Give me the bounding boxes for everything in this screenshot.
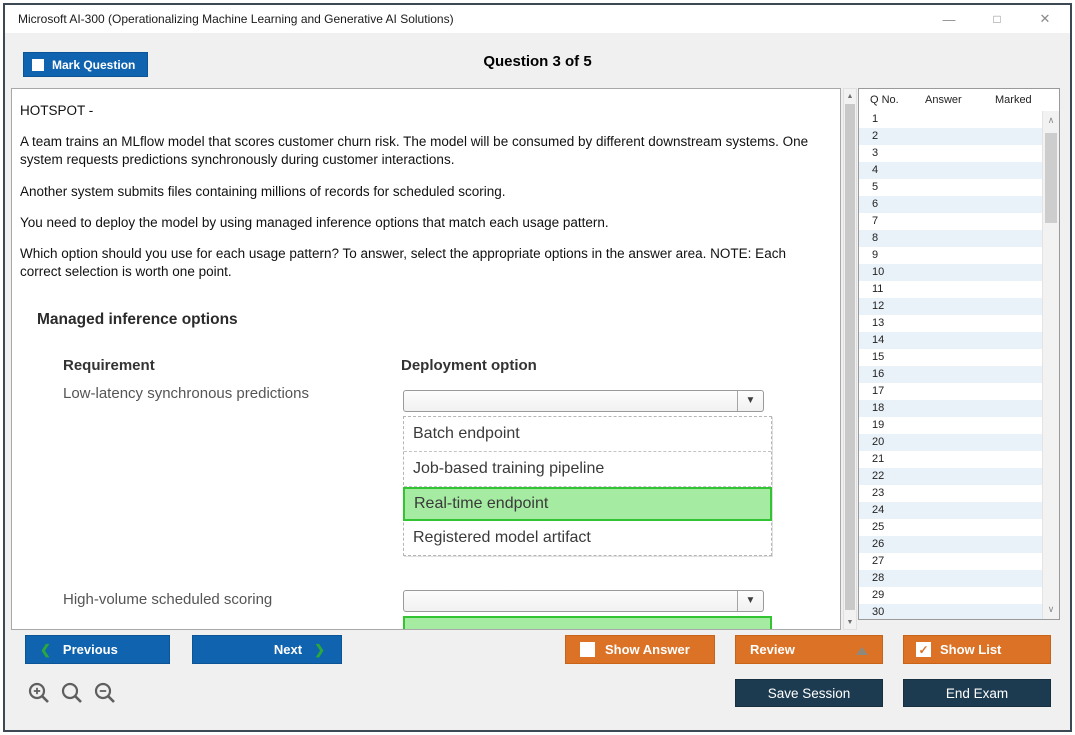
question-number: 17 [872, 385, 885, 397]
question-counter: Question 3 of 5 [483, 53, 592, 70]
question-list-row[interactable] [859, 179, 1042, 196]
question-number: 1 [872, 113, 879, 125]
question-number: 16 [872, 368, 885, 380]
requirement-label-low-latency: Low-latency synchronous predictions [63, 385, 309, 402]
window-title: Microsoft AI-300 (Operationalizing Machine Learning and Generative AI Solutions) [18, 12, 454, 26]
save-session-label: Save Session [767, 685, 851, 701]
mark-question-button[interactable] [23, 52, 148, 77]
previous-label: Previous [62, 642, 118, 657]
next-button[interactable] [192, 635, 342, 664]
question-number: 27 [872, 555, 885, 567]
question-list-row[interactable] [859, 587, 1042, 604]
list-column-marked: Marked [995, 94, 1032, 106]
question-number: 18 [872, 402, 885, 414]
title-bar [5, 5, 1070, 34]
question-number: 22 [872, 470, 885, 482]
question-paragraph: A team trains an MLflow model that scores customer churn risk. The model will be consumed by different downstream systems. One system requests predictions synchronously during customer interactions. [20, 134, 809, 168]
question-header [5, 33, 1070, 88]
question-list-row[interactable] [859, 536, 1042, 553]
question-list-row[interactable] [859, 264, 1042, 281]
question-list-row[interactable] [859, 383, 1042, 400]
question-number: 29 [872, 589, 885, 601]
question-number: 19 [872, 419, 885, 431]
save-session-button[interactable] [735, 679, 883, 707]
end-exam-button[interactable] [903, 679, 1051, 707]
question-list-row[interactable] [859, 366, 1042, 383]
show-answer-label: Show Answer [605, 642, 690, 657]
window-controls [938, 5, 1056, 33]
zoom-out-icon[interactable] [93, 681, 118, 706]
question-list-row[interactable] [859, 502, 1042, 519]
question-list-row[interactable] [859, 213, 1042, 230]
question-list-row[interactable] [859, 332, 1042, 349]
question-number: 14 [872, 334, 885, 346]
question-list-row[interactable] [859, 128, 1042, 145]
dropdown-list [403, 416, 772, 556]
column-header-requirement: Requirement [63, 357, 155, 374]
deployment-dropdown-2[interactable] [403, 590, 764, 612]
question-list-row[interactable] [859, 196, 1042, 213]
review-label: Review [750, 642, 795, 657]
question-list-row[interactable] [859, 519, 1042, 536]
deployment-dropdown-1[interactable] [403, 390, 764, 412]
question-number: 30 [872, 606, 885, 618]
answer-area-title: Managed inference options [37, 311, 238, 328]
dropdown-arrow-button[interactable] [737, 391, 763, 411]
dropdown-option[interactable]: Registered model artifact [404, 521, 771, 555]
scroll-down-icon[interactable]: ▼ [846, 618, 854, 626]
question-number: 6 [872, 198, 879, 210]
show-list-checkbox[interactable]: ✓ [916, 642, 931, 657]
question-number: 25 [872, 521, 885, 533]
requirement-label-high-volume: High-volume scheduled scoring [63, 591, 273, 608]
zoom-toolbar [27, 681, 118, 706]
end-exam-label: End Exam [945, 685, 1009, 701]
question-list-row[interactable] [859, 468, 1042, 485]
next-label: Next [273, 642, 303, 657]
question-list-header [859, 89, 1059, 112]
question-number: 10 [872, 266, 885, 278]
show-answer-button[interactable] [565, 635, 715, 664]
question-list-row[interactable] [859, 247, 1042, 264]
question-number: 2 [872, 130, 879, 142]
question-panel [11, 88, 841, 630]
question-list-row[interactable] [859, 570, 1042, 587]
question-number: 28 [872, 572, 885, 584]
dropdown-option[interactable]: Batch endpoint [404, 417, 771, 452]
chevron-left-icon: ❮ [40, 641, 51, 657]
scrollbar-thumb[interactable] [845, 104, 855, 610]
chevron-down-icon: ▼ [745, 395, 756, 406]
list-column-qno: Q No. [870, 94, 899, 106]
show-list-label: Show List [940, 642, 1002, 657]
question-list-row[interactable] [859, 145, 1042, 162]
dropdown-option-partial-highlighted[interactable] [403, 616, 772, 630]
question-list-panel [858, 88, 1060, 620]
mark-question-checkbox[interactable] [32, 59, 44, 71]
scroll-up-icon[interactable]: ∧ [1047, 115, 1055, 125]
dropdown-option[interactable]: Real-time endpoint [403, 487, 772, 521]
magnifier-icon[interactable] [60, 681, 85, 706]
question-number: 15 [872, 351, 885, 363]
scroll-up-icon[interactable]: ▲ [846, 92, 854, 100]
column-header-deployment-option: Deployment option [401, 357, 537, 374]
question-list-row[interactable] [859, 400, 1042, 417]
question-number: 5 [872, 181, 879, 193]
question-number: 12 [872, 300, 885, 312]
question-list-scrollbar[interactable] [1042, 111, 1059, 619]
triangle-up-icon [856, 647, 868, 655]
chevron-down-icon: ▼ [745, 595, 756, 606]
show-answer-checkbox[interactable] [580, 642, 595, 657]
question-list-row[interactable] [859, 485, 1042, 502]
dropdown-arrow-button[interactable] [737, 591, 763, 611]
mark-question-label: Mark Question [52, 57, 136, 72]
question-list-row[interactable] [859, 349, 1042, 366]
close-icon[interactable]: ✕ [1039, 11, 1051, 26]
question-number: 23 [872, 487, 885, 499]
chevron-right-icon: ❯ [314, 641, 325, 657]
question-number: 3 [872, 147, 879, 159]
maximize-icon[interactable]: □ [993, 12, 1001, 26]
question-paragraph: Another system submits files containing millions of records for scheduled scoring. [20, 183, 506, 199]
question-panel-scrollbar[interactable] [843, 88, 857, 630]
scroll-down-icon[interactable]: ∨ [1047, 604, 1055, 614]
question-number: 7 [872, 215, 879, 227]
question-number: 26 [872, 538, 885, 550]
previous-button[interactable] [25, 635, 170, 664]
question-type-label: HOTSPOT - [20, 103, 94, 118]
dropdown-option[interactable]: Job-based training pipeline [404, 452, 771, 487]
question-list-row[interactable] [859, 434, 1042, 451]
question-list-row[interactable] [859, 315, 1042, 332]
list-column-answer: Answer [925, 94, 962, 106]
question-paragraph: You need to deploy the model by using managed inference options that match each usage pattern. [20, 214, 609, 230]
zoom-in-icon[interactable] [27, 681, 52, 706]
exam-window [3, 3, 1072, 732]
question-list-row[interactable] [859, 417, 1042, 434]
question-number: 21 [872, 453, 885, 465]
question-number: 11 [872, 283, 884, 295]
review-button[interactable] [735, 635, 883, 664]
question-list-row[interactable] [859, 162, 1042, 179]
question-list-row[interactable] [859, 281, 1042, 298]
question-list-row[interactable] [859, 451, 1042, 468]
question-paragraph: Which option should you use for each usage pattern? To answer, select the appropriate options in the answer area. NOTE: Each correct selection is worth one point. [20, 246, 786, 280]
show-list-button[interactable] [903, 635, 1051, 664]
question-number: 4 [872, 164, 879, 176]
question-list-row[interactable] [859, 604, 1042, 619]
question-number: 13 [872, 317, 885, 329]
question-list-row[interactable] [859, 553, 1042, 570]
question-list-row[interactable] [859, 298, 1042, 315]
question-list-row[interactable] [859, 111, 1042, 128]
question-number: 20 [872, 436, 885, 448]
scrollbar-thumb[interactable] [1045, 133, 1057, 223]
question-list-body [859, 111, 1042, 619]
question-number: 9 [872, 249, 879, 261]
minimize-icon[interactable]: — [942, 11, 956, 27]
question-list-row[interactable] [859, 230, 1042, 247]
question-number: 8 [872, 232, 879, 244]
question-number: 24 [872, 504, 885, 516]
